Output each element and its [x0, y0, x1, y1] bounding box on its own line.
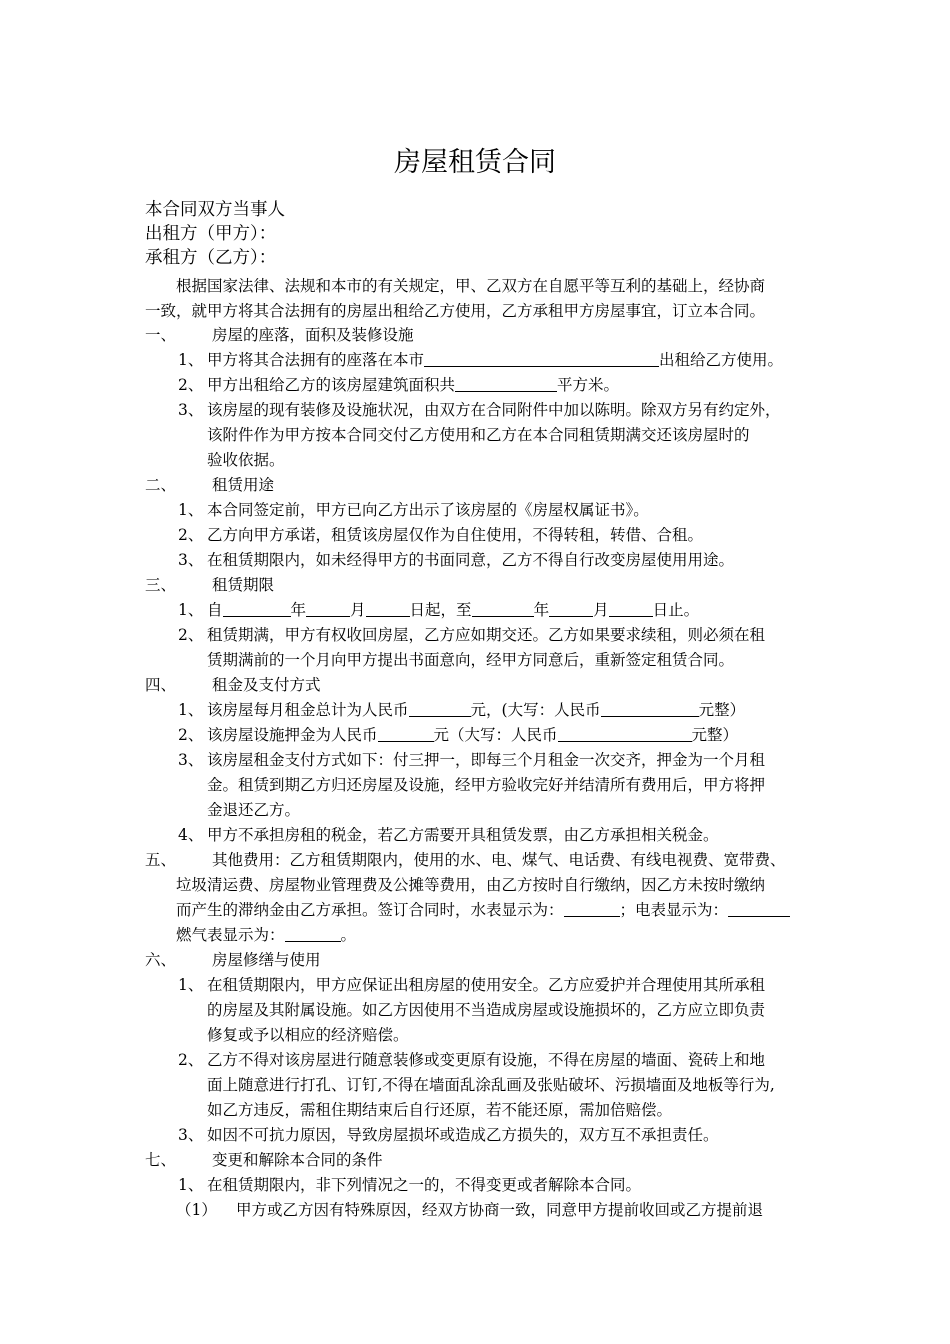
s2-item-2: 乙方向甲方承诺，租赁该房屋仅作为自住使用，不得转租，转借、合租。 [207, 526, 704, 544]
section-4-title: 租金及支付方式 [212, 676, 321, 694]
s1-item-3-number: 3、 [178, 401, 204, 419]
section-3-number: 三、 [145, 576, 177, 594]
s6-item-1-line-1: 在租赁期限内，甲方应保证出租房屋的使用安全。乙方应爱护并合理使用其所承租 [207, 976, 766, 994]
section-7-title: 变更和解除本合同的条件 [212, 1151, 383, 1169]
section-4-number: 四、 [145, 676, 177, 694]
gas-meter-blank [285, 925, 341, 942]
s4-item-2-number: 2、 [178, 726, 204, 744]
s1-item-1-number: 1、 [178, 351, 204, 369]
s6-item-2-line-1: 乙方不得对该房屋进行随意装修或变更原有设施，不得在房屋的墙面、瓷砖上和地 [207, 1051, 766, 1069]
s3-item-2-line-2: 赁期满前的一个月向甲方提出书面意向，经甲方同意后，重新签定租赁合同。 [207, 651, 735, 669]
document-title: 房屋租赁合同 [394, 147, 556, 178]
area-blank [455, 375, 557, 392]
section-5-number: 五、 [145, 851, 177, 869]
section-6-title: 房屋修缮与使用 [212, 951, 321, 969]
s2-item-1-number: 1、 [178, 501, 204, 519]
lessor-label: 出租方（甲方）： [145, 224, 277, 244]
s5-line-2: 垃圾清运费、房屋物业管理费及公摊等费用，由乙方按时自行缴纳，因乙方未按时缴纳 [176, 876, 766, 894]
section-1-number: 一、 [145, 326, 177, 344]
deposit-amount-blank [378, 725, 434, 742]
s4-item-1: 该房屋每月租金总计为人民币 元，(大写：人民币 元整） [207, 701, 746, 719]
s4-item-4: 甲方不承担房租的税金，若乙方需要开具租赁发票，由乙方承担相关税金。 [207, 826, 719, 844]
s3-item-1-number: 1、 [178, 601, 204, 619]
s4-item-3-line-1: 该房屋租金支付方式如下：付三押一，即每三个月租金一次交齐，押金为一个月租 [207, 751, 766, 769]
end-month-blank [549, 600, 593, 617]
s4-item-3-line-2: 金。租赁到期乙方归还房屋及设施，经甲方验收完好并结清所有费用后，甲方将押 [207, 776, 766, 794]
s1-item-1: 甲方将其合法拥有的座落在本市 出租给乙方使用。 [207, 351, 784, 369]
s6-item-2-line-3: 如乙方违反，需租住期结束后自行还原，若不能还原，需加倍赔偿。 [207, 1101, 673, 1119]
s4-item-4-number: 4、 [178, 826, 204, 844]
s6-item-1-line-3: 修复或予以相应的经济赔偿。 [207, 1026, 409, 1044]
s4-item-2: 该房屋设施押金为人民币 元（大写：人民币 元整） [207, 726, 739, 744]
s3-item-2-number: 2、 [178, 626, 204, 644]
s1-item-2-number: 2、 [178, 376, 204, 394]
s6-item-3-number: 3、 [178, 1126, 204, 1144]
s1-item-3-line-2: 该附件作为甲方按本合同交付乙方使用和乙方在本合同租赁期满交还该房屋时的 [207, 426, 750, 444]
lessee-label: 承租方（乙方）： [145, 248, 277, 268]
s3-item-2-line-1: 租赁期满，甲方有权收回房屋，乙方应如期交还。乙方如果要求续租，则必须在租 [207, 626, 766, 644]
s6-item-1-line-2: 的房屋及其附属设施。如乙方因使用不当造成房屋或设施损坏的，乙方应立即负责 [207, 1001, 766, 1019]
deposit-words-blank [558, 725, 692, 742]
s3-item-1: 自 年 月 日起，至 年 月 日止。 [207, 601, 700, 619]
s5-line-4: 燃气表显示为： 。 [176, 926, 357, 944]
s1-item-2: 甲方出租给乙方的该房屋建筑面积共 平方米。 [207, 376, 620, 394]
s2-item-1: 本合同签定前，甲方已向乙方出示了该房屋的《房屋权属证书》。 [207, 501, 649, 519]
section-6-number: 六、 [145, 951, 177, 969]
s4-item-3-number: 3、 [178, 751, 204, 769]
s1-item-3-line-3: 验收依据。 [207, 451, 285, 469]
section-2-number: 二、 [145, 476, 177, 494]
preamble-line-2: 一致，就甲方将其合法拥有的房屋出租给乙方使用，乙方承租甲方房屋事宜，订立本合同。 [145, 302, 766, 320]
address-blank [424, 350, 659, 367]
s2-item-2-number: 2、 [178, 526, 204, 544]
start-day-blank [366, 600, 410, 617]
section-7-number: 七、 [145, 1151, 177, 1169]
preamble-line-1: 根据国家法律、法规和本市的有关规定，甲、乙双方在自愿平等互利的基础上，经协商 [176, 277, 766, 295]
s6-item-2-number: 2、 [178, 1051, 204, 1069]
rent-amount-blank [409, 700, 471, 717]
s5-line-1: 其他费用：乙方租赁期限内，使用的水、电、煤气、电话费、有线电视费、宽带费、 [212, 851, 786, 869]
s7-item-1: 在租赁期限内，非下列情况之一的，不得变更或者解除本合同。 [207, 1176, 642, 1194]
s1-item-3-line-1: 该房屋的现有装修及设施状况，由双方在合同附件中加以陈明。除双方另有约定外， [207, 401, 781, 419]
end-year-blank [472, 600, 534, 617]
section-1-title: 房屋的座落，面积及装修设施 [212, 326, 414, 344]
section-2-title: 租赁用途 [212, 476, 275, 494]
s7-item-1-number: 1、 [178, 1176, 204, 1194]
start-month-blank [306, 600, 350, 617]
s6-item-3: 如因不可抗力原因，导致房屋损坏或造成乙方损失的，双方互不承担责任。 [207, 1126, 719, 1144]
s7-subitem-1: 甲方或乙方因有特殊原因，经双方协商一致，同意甲方提前收回或乙方提前退 [236, 1201, 764, 1219]
section-3-title: 租赁期限 [212, 576, 275, 594]
s5-line-3: 而产生的滞纳金由乙方承担。签订合同时，水表显示为： ；电表显示为： [176, 900, 790, 920]
start-year-blank [223, 600, 291, 617]
end-day-blank [609, 600, 653, 617]
s2-item-3: 在租赁期限内，如未经得甲方的书面同意，乙方不得自行改变房屋使用用途。 [207, 551, 735, 569]
s4-item-3-line-3: 金退还乙方。 [207, 801, 301, 819]
s6-item-2-line-2: 面上随意进行打孔、订钉,不得在墙面乱涂乱画及张贴破坏、污损墙面及地板等行为, [207, 1076, 775, 1094]
water-meter-blank [564, 900, 620, 917]
s2-item-3-number: 3、 [178, 551, 204, 569]
s6-item-1-number: 1、 [178, 976, 204, 994]
electric-meter-blank [728, 900, 790, 917]
s7-subitem-1-number: （1） [176, 1201, 217, 1219]
parties-intro: 本合同双方当事人 [145, 200, 285, 220]
rent-words-blank [601, 700, 699, 717]
s4-item-1-number: 1、 [178, 701, 204, 719]
